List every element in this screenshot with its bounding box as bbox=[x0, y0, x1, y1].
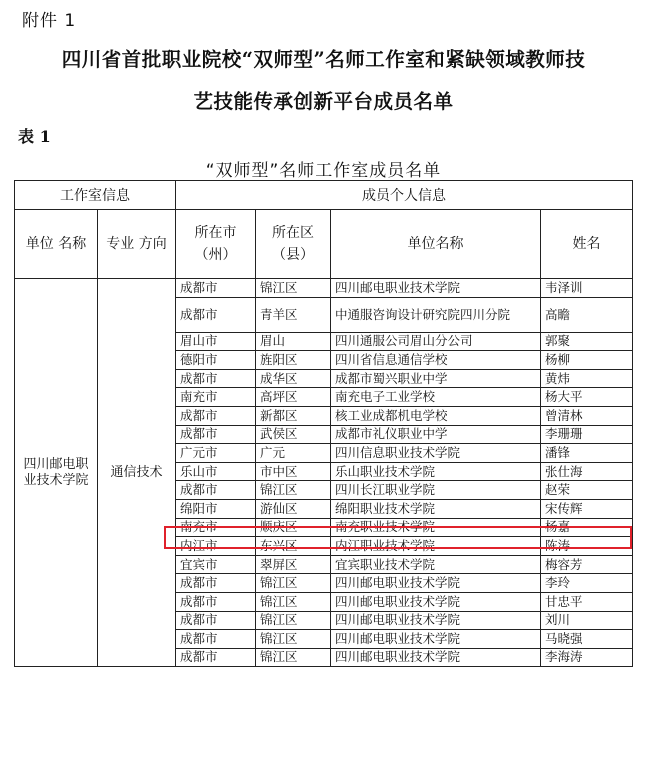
org-cell: 内江职业技术学院 bbox=[331, 537, 541, 556]
member-name-cell: 李玲 bbox=[541, 574, 633, 593]
member-name-cell: 潘锋 bbox=[541, 444, 633, 463]
district-cell: 锦江区 bbox=[256, 630, 331, 649]
city-cell: 成都市 bbox=[176, 574, 256, 593]
district-cell: 青羊区 bbox=[256, 297, 331, 332]
member-info-header: 成员个人信息 bbox=[176, 181, 633, 210]
table-label: 表 1 bbox=[18, 127, 51, 146]
member-name-cell: 宋传辉 bbox=[541, 499, 633, 518]
city-cell: 南充市 bbox=[176, 388, 256, 407]
district-cell: 高坪区 bbox=[256, 388, 331, 407]
city-cell: 德阳市 bbox=[176, 351, 256, 370]
page-cutoff bbox=[14, 754, 632, 758]
org-cell: 四川长江职业学院 bbox=[331, 481, 541, 500]
district-cell: 东兴区 bbox=[256, 537, 331, 556]
org-cell: 四川邮电职业技术学院 bbox=[331, 574, 541, 593]
city-cell: 成都市 bbox=[176, 630, 256, 649]
org-cell: 四川信息职业技术学院 bbox=[331, 444, 541, 463]
city-cell: 成都市 bbox=[176, 406, 256, 425]
member-name-cell: 曾清林 bbox=[541, 406, 633, 425]
org-cell: 成都市礼仪职业中学 bbox=[331, 425, 541, 444]
district-cell: 锦江区 bbox=[256, 481, 331, 500]
member-name-cell: 赵荣 bbox=[541, 481, 633, 500]
org-cell: 四川邮电职业技术学院 bbox=[331, 630, 541, 649]
document-title-line2: 艺技能传承创新平台成员名单 bbox=[193, 90, 454, 113]
city-cell: 成都市 bbox=[176, 425, 256, 444]
org-cell: 成都市蜀兴职业中学 bbox=[331, 369, 541, 388]
city-cell: 绵阳市 bbox=[176, 499, 256, 518]
member-name-cell: 刘川 bbox=[541, 611, 633, 630]
col-header-district: 所在区 （县） bbox=[256, 210, 331, 279]
org-cell: 宜宾职业技术学院 bbox=[331, 555, 541, 574]
member-name-cell: 黄炜 bbox=[541, 369, 633, 388]
city-cell: 成都市 bbox=[176, 279, 256, 298]
org-cell: 核工业成都机电学校 bbox=[331, 406, 541, 425]
district-cell: 广元 bbox=[256, 444, 331, 463]
org-cell: 四川邮电职业技术学院 bbox=[331, 611, 541, 630]
city-cell: 广元市 bbox=[176, 444, 256, 463]
org-cell: 四川邮电职业技术学院 bbox=[331, 279, 541, 298]
col-header-unit: 单位 名称 bbox=[15, 210, 98, 279]
city-cell: 成都市 bbox=[176, 481, 256, 500]
district-cell: 眉山 bbox=[256, 332, 331, 351]
col-header-major: 专业 方向 bbox=[98, 210, 176, 279]
org-cell: 四川通服公司眉山分公司 bbox=[331, 332, 541, 351]
studio-major-cell: 通信技术 bbox=[98, 279, 176, 667]
district-cell: 锦江区 bbox=[256, 611, 331, 630]
district-cell: 锦江区 bbox=[256, 592, 331, 611]
member-name-cell: 李海涛 bbox=[541, 648, 633, 667]
member-name-cell: 梅容芳 bbox=[541, 555, 633, 574]
member-name-cell: 郭聚 bbox=[541, 332, 633, 351]
district-cell: 游仙区 bbox=[256, 499, 331, 518]
org-cell: 南充电子工业学校 bbox=[331, 388, 541, 407]
document-title-line1: 四川省首批职业院校“双师型”名师工作室和紧缺领域教师技 bbox=[61, 48, 586, 71]
district-cell: 翠屏区 bbox=[256, 555, 331, 574]
city-cell: 成都市 bbox=[176, 592, 256, 611]
member-name-cell: 张仕海 bbox=[541, 462, 633, 481]
member-name-cell: 甘忠平 bbox=[541, 592, 633, 611]
org-cell: 乐山职业技术学院 bbox=[331, 462, 541, 481]
studio-info-header: 工作室信息 bbox=[15, 181, 176, 210]
district-cell: 顺庆区 bbox=[256, 518, 331, 537]
city-cell: 乐山市 bbox=[176, 462, 256, 481]
col-header-org: 单位名称 bbox=[331, 210, 541, 279]
member-name-cell: 杨大平 bbox=[541, 388, 633, 407]
district-cell: 旌阳区 bbox=[256, 351, 331, 370]
district-cell: 锦江区 bbox=[256, 574, 331, 593]
col-header-name: 姓名 bbox=[541, 210, 633, 279]
member-name-cell: 高瞻 bbox=[541, 297, 633, 332]
org-cell: 四川省信息通信学校 bbox=[331, 351, 541, 370]
member-name-cell: 陈涛 bbox=[541, 537, 633, 556]
member-name-cell: 韦泽训 bbox=[541, 279, 633, 298]
district-cell: 武侯区 bbox=[256, 425, 331, 444]
district-cell: 市中区 bbox=[256, 462, 331, 481]
org-cell: 四川邮电职业技术学院 bbox=[331, 592, 541, 611]
member-name-cell: 杨嘉 bbox=[541, 518, 633, 537]
district-cell: 锦江区 bbox=[256, 279, 331, 298]
city-cell: 成都市 bbox=[176, 648, 256, 667]
member-name-cell: 李珊珊 bbox=[541, 425, 633, 444]
table-row bbox=[15, 279, 633, 298]
org-cell: 南充职业技术学院 bbox=[331, 518, 541, 537]
col-header-city: 所在市 （州） bbox=[176, 210, 256, 279]
attachment-label: 附件 1 bbox=[22, 11, 77, 31]
org-cell: 绵阳职业技术学院 bbox=[331, 499, 541, 518]
table-caption: “双师型”名师工作室成员名单 bbox=[205, 161, 442, 181]
org-cell: 中通服咨询设计研究院四川分院 bbox=[331, 297, 541, 332]
city-cell: 成都市 bbox=[176, 297, 256, 332]
city-cell: 南充市 bbox=[176, 518, 256, 537]
city-cell: 宜宾市 bbox=[176, 555, 256, 574]
district-cell: 锦江区 bbox=[256, 648, 331, 667]
city-cell: 成都市 bbox=[176, 369, 256, 388]
member-name-cell: 杨柳 bbox=[541, 351, 633, 370]
city-cell: 成都市 bbox=[176, 611, 256, 630]
district-cell: 新都区 bbox=[256, 406, 331, 425]
studio-unit-cell: 四川邮电职业技术学院 bbox=[15, 279, 98, 667]
city-cell: 眉山市 bbox=[176, 332, 256, 351]
member-table bbox=[14, 180, 633, 667]
member-name-cell: 马晓强 bbox=[541, 630, 633, 649]
city-cell: 内江市 bbox=[176, 537, 256, 556]
org-cell: 四川邮电职业技术学院 bbox=[331, 648, 541, 667]
district-cell: 成华区 bbox=[256, 369, 331, 388]
